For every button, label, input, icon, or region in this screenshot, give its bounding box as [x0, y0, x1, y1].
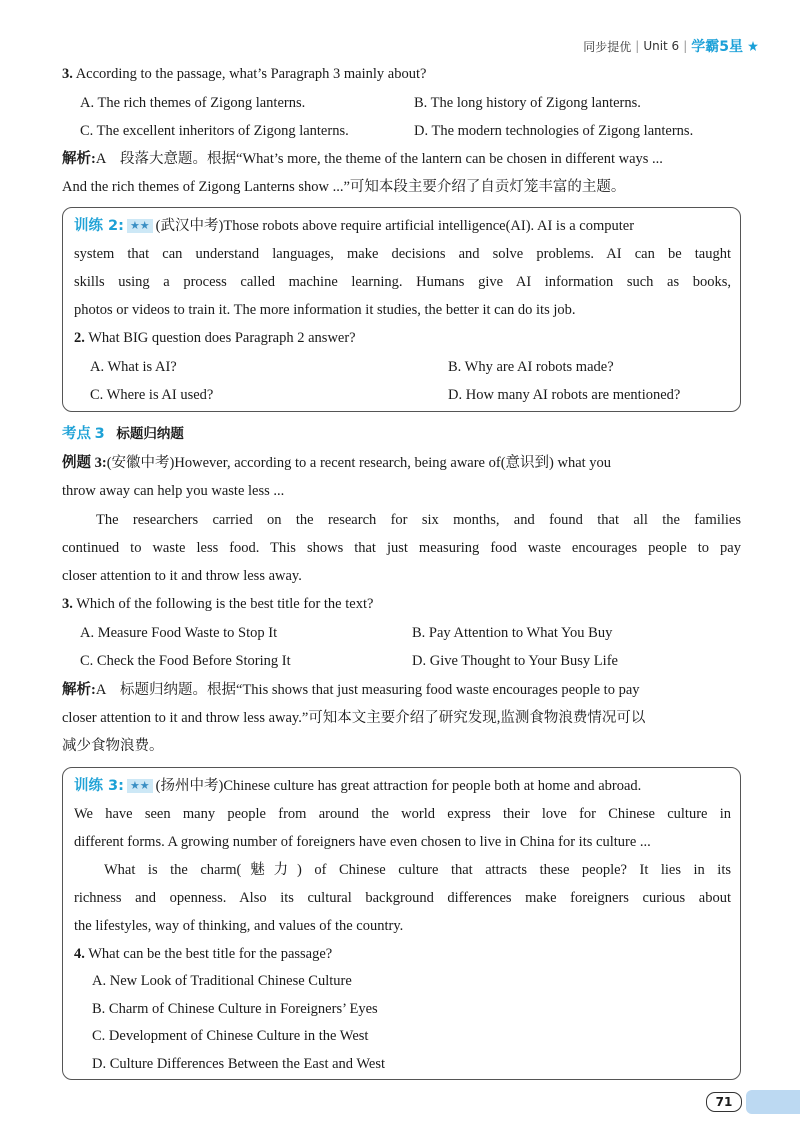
- analysis-line: [62, 149, 663, 169]
- passage-line: We have seen many people from around the world express their love for Chinese culture in: [74, 806, 731, 822]
- analysis-label: 解析:: [62, 682, 96, 698]
- passage-line: throw away can help you waste less ...: [62, 483, 285, 499]
- section-number: 3: [94, 426, 105, 442]
- star-icon: [748, 41, 758, 51]
- passage-line: closer attention to it and throw less away.: [62, 568, 302, 584]
- option-b: B. Charm of Chinese Culture in Foreigners’ Eyes: [92, 1001, 378, 1017]
- section-title: 标题归纳题: [116, 426, 184, 442]
- question-text: Which of the following is the best title for the text?: [76, 596, 374, 612]
- source-label: (扬州中考): [155, 778, 224, 794]
- passage-line: [74, 776, 731, 796]
- analysis-line: [62, 680, 741, 700]
- option-a: A. Measure Food Waste to Stop It: [80, 625, 278, 641]
- question-stem: [74, 944, 332, 964]
- option-c: C. The excellent inheritors of Zigong lanterns.: [80, 123, 349, 139]
- analysis-label: 解析:: [62, 151, 96, 167]
- question-number: 4.: [74, 946, 85, 962]
- difficulty-badge: ★★: [127, 219, 153, 233]
- difficulty-badge: ★★: [127, 779, 153, 793]
- training-label: 训练 2:: [74, 218, 124, 234]
- passage-line: The researchers carried on the research for six months, and found that all the families: [96, 512, 741, 528]
- header-separator: |: [635, 39, 640, 53]
- source-label: (安徽中考): [106, 455, 175, 471]
- question-stem: [62, 594, 373, 614]
- header-section: 同步提优: [583, 39, 632, 54]
- passage-line: continued to waste less food. This shows that just measuring food waste encourages people to pay: [62, 540, 741, 556]
- passage-line: system that can understand languages, make decisions and solve problems. AI can be taught: [74, 246, 731, 262]
- section-label: 考点: [62, 426, 91, 442]
- option-c: C. Development of Chinese Culture in the West: [92, 1028, 369, 1044]
- analysis-text: A 段落大意题。根据“What’s more, the theme of the lantern can be chosen in different ways ...: [95, 151, 663, 167]
- example-line: [62, 453, 741, 473]
- question-number: 3.: [62, 596, 73, 612]
- passage-line: the lifestyles, way of thinking, and values of the country.: [74, 918, 404, 934]
- page-header: [583, 36, 758, 56]
- training-label: 训练 3:: [74, 778, 124, 794]
- question-text: What BIG question does Paragraph 2 answer?: [88, 330, 356, 346]
- option-b: B. Why are AI robots made?: [448, 359, 614, 375]
- analysis-text: A 标题归纳题。根据“This shows that just measuring food waste encourages people to pay: [95, 682, 640, 698]
- question-stem: [74, 328, 356, 348]
- passage-text: However, according to a recent research, being aware of(意识到) what you: [174, 455, 612, 471]
- question-stem: [62, 64, 426, 84]
- option-c: C. Check the Food Before Storing It: [80, 653, 291, 669]
- page-tab: [746, 1090, 800, 1114]
- passage-line: different forms. A growing number of foreigners have even chosen to live in China for its culture ...: [74, 834, 651, 850]
- brand-logo: 学霸5星: [691, 39, 743, 55]
- option-a: A. What is AI?: [90, 359, 177, 375]
- passage-line: richness and openness. Also its cultural background differences make foreigners curious about: [74, 890, 731, 906]
- passage-line: [74, 216, 731, 236]
- option-c: C. Where is AI used?: [90, 387, 214, 403]
- passage-line: skills using a process called machine learning. Humans give AI information such as books,: [74, 274, 731, 290]
- question-number: 3.: [62, 66, 73, 82]
- section-heading: [62, 424, 184, 444]
- question-text: According to the passage, what’s Paragraph 3 mainly about?: [75, 66, 427, 82]
- header-unit: Unit 6: [643, 39, 680, 53]
- passage-line: What is the charm(魅力) of Chinese culture that attracts these people? It lies in its: [104, 862, 731, 878]
- analysis-line: And the rich themes of Zigong Lanterns show ...”可知本段主要介绍了自贡灯笼丰富的主题。: [62, 179, 626, 195]
- passage-text: Those robots above require artificial intelligence(AI). AI is a computer: [223, 218, 635, 234]
- option-a: A. New Look of Traditional Chinese Culture: [92, 973, 352, 989]
- question-number: 2.: [74, 330, 85, 346]
- analysis-line: closer attention to it and throw less away.”可知本文主要介绍了研究发现,监测食物浪费情况可以: [62, 710, 646, 726]
- option-b: B. Pay Attention to What You Buy: [412, 625, 613, 641]
- example-label: 例题 3:: [62, 455, 107, 471]
- question-text: What can be the best title for the passage?: [88, 946, 333, 962]
- analysis-line: 减少食物浪费。: [62, 738, 164, 754]
- option-d: D. The modern technologies of Zigong lanterns.: [414, 123, 694, 139]
- option-d: D. Culture Differences Between the East and West: [92, 1056, 386, 1072]
- option-b: B. The long history of Zigong lanterns.: [414, 95, 641, 111]
- page-number: 71: [706, 1092, 742, 1112]
- option-d: D. How many AI robots are mentioned?: [448, 387, 681, 403]
- header-separator: |: [683, 39, 688, 53]
- source-label: (武汉中考): [155, 218, 224, 234]
- option-a: A. The rich themes of Zigong lanterns.: [80, 95, 306, 111]
- passage-line: photos or videos to train it. The more information it studies, the better it can do its job.: [74, 302, 576, 318]
- option-d: D. Give Thought to Your Busy Life: [412, 653, 618, 669]
- passage-text: Chinese culture has great attraction for people both at home and abroad.: [223, 778, 642, 794]
